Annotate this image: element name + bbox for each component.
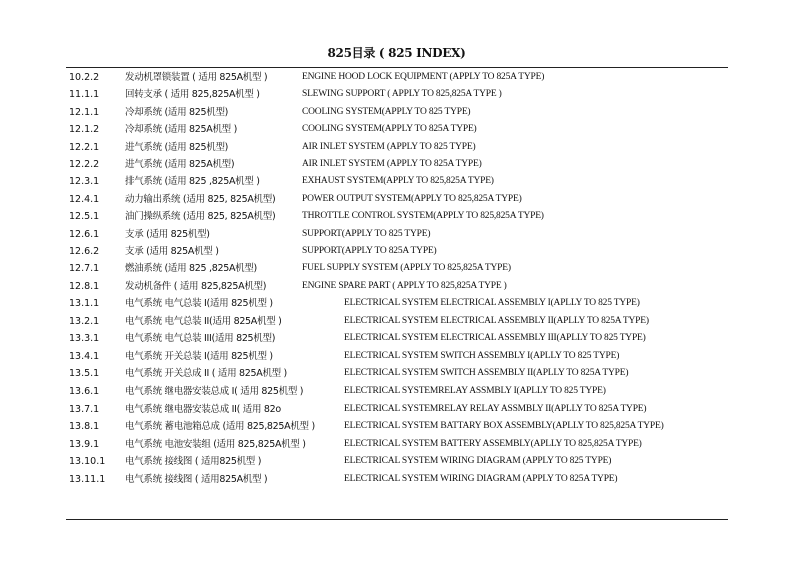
section-number: 13.4.1 (69, 350, 100, 362)
section-number: 12.5.1 (69, 211, 100, 223)
index-row (0, 139, 793, 156)
english-title: ELECTRICAL SYSTEM ELECTRICAL ASSEMBLY I(APLLY TO 825 TYPE) (344, 298, 640, 309)
index-row (0, 365, 793, 383)
chinese-title: 进气系统 (适用 825A机型) (125, 158, 235, 170)
section-number: 11.1.1 (69, 89, 100, 101)
chinese-title: 电气系统 开关总成 II ( 适用 825A机型 ) (125, 368, 287, 380)
index-row (0, 418, 793, 436)
index-row (0, 401, 793, 419)
section-number: 13.8.1 (69, 421, 100, 433)
section-number: 13.9.1 (69, 438, 100, 450)
chinese-title: 电气系统 蓄电池箱总成 (适用 825,825A机型 ) (125, 421, 315, 433)
section-number: 12.8.1 (69, 280, 100, 292)
english-title: ELECTRICAL SYSTEMRELAY ASSMBLY I(APLLY TO 825 TYPE) (344, 386, 606, 397)
chinese-title: 支承 (适用 825A机型 ) (125, 245, 219, 257)
english-title: SUPPORT(APPLY TO 825 TYPE) (302, 228, 431, 239)
index-row (0, 173, 793, 190)
chinese-title: 冷却系统 (适用 825A机型 ) (125, 124, 238, 136)
index-row (0, 383, 793, 401)
chinese-title: 回转支承 ( 适用 825,825A机型 ) (125, 89, 260, 101)
chinese-title: 动力输出系统 (适用 825, 825A机型) (125, 193, 276, 205)
section-number: 12.1.2 (69, 124, 100, 136)
chinese-title: 电气系统 继电器安装总成 I( 适用 825机型 ) (125, 386, 304, 398)
chinese-title: 支承 (适用 825机型) (125, 228, 210, 240)
section-number: 12.6.1 (69, 228, 100, 240)
english-title: ELECTRICAL SYSTEM WIRING DIAGRAM (APPLY TO 825A TYPE) (344, 474, 618, 485)
index-row (0, 471, 793, 489)
section-number: 13.1.1 (69, 298, 100, 310)
index-row (0, 104, 793, 121)
section-number: 13.5.1 (69, 368, 100, 380)
english-title: SUPPORT(APPLY TO 825A TYPE) (302, 245, 437, 256)
index-row (0, 330, 793, 348)
bottom-rule (66, 519, 728, 520)
chinese-title: 电气系统 电气总装 I(适用 825机型 ) (125, 298, 273, 310)
section-number: 10.2.2 (69, 72, 100, 83)
english-title: POWER OUTPUT SYSTEM(APPLY TO 825,825A TYPE) (302, 193, 522, 204)
index-row (0, 69, 793, 86)
english-title: ENGINE SPARE PART ( APPLY TO 825,825A TYPE ) (302, 280, 507, 291)
chinese-title: 排气系统 (适用 825 ,825A机型 ) (125, 176, 260, 188)
section-number: 13.3.1 (69, 333, 100, 345)
chinese-title: 电气系统 电气总装 III(适用 825机型) (125, 333, 276, 345)
index-row (0, 348, 793, 366)
index-row (0, 121, 793, 138)
section-number: 12.3.1 (69, 176, 100, 188)
section-number: 12.7.1 (69, 263, 100, 275)
chinese-title: 电气系统 继电器安装总成 II( 适用 82o (125, 403, 281, 415)
english-title: ELECTRICAL SYSTEM BATTERY ASSEMBLY(APLLY TO 825,825A TYPE) (344, 438, 642, 449)
index-row (0, 436, 793, 454)
index-row (0, 278, 793, 295)
chinese-title: 油门操纵系统 (适用 825, 825A机型) (125, 211, 276, 223)
index-row (0, 260, 793, 277)
english-title: SLEWING SUPPORT ( APPLY TO 825,825A TYPE ) (302, 89, 502, 100)
english-title: ENGINE HOOD LOCK EQUIPMENT (APPLY TO 825A TYPE) (302, 72, 545, 82)
english-title: ELECTRICAL SYSTEM SWITCH ASSEMBLY II(APLLY TO 825A TYPE) (344, 368, 629, 379)
chinese-title: 电气系统 开关总装 I(适用 825机型 ) (125, 350, 273, 362)
english-title: EXHAUST SYSTEM(APPLY TO 825,825A TYPE) (302, 176, 494, 187)
index-row (0, 156, 793, 173)
chinese-title: 燃油系统 (适用 825 ,825A机型) (125, 263, 257, 275)
english-title: ELECTRICAL SYSTEM ELECTRICAL ASSEMBLY III(APLLY TO 825 TYPE) (344, 333, 646, 344)
section-number: 12.6.2 (69, 245, 100, 257)
english-title: COOLING SYSTEM(APPLY TO 825 TYPE) (302, 106, 471, 117)
section-number: 12.4.1 (69, 193, 100, 205)
section-number: 13.7.1 (69, 403, 100, 415)
english-title: FUEL SUPPLY SYSTEM (APPLY TO 825,825A TYPE) (302, 263, 511, 274)
english-title: ELECTRICAL SYSTEM BATTARY BOX ASSEMBLY(APLLY TO 825,825A TYPE) (344, 421, 664, 432)
english-title: ELECTRICAL SYSTEM WIRING DIAGRAM (APPLY TO 825 TYPE) (344, 456, 612, 467)
index-list (0, 69, 793, 489)
section-number: 13.11.1 (69, 474, 106, 486)
section-number: 12.2.1 (69, 141, 100, 153)
index-row (0, 453, 793, 471)
english-title: AIR INLET SYSTEM (APPLY TO 825A TYPE) (302, 158, 482, 169)
section-number: 13.10.1 (69, 456, 106, 468)
chinese-title: 发动机备件 ( 适用 825,825A机型) (125, 280, 267, 292)
chinese-title: 电气系统 电池安装组 (适用 825,825A机型 ) (125, 438, 306, 450)
chinese-title: 进气系统 (适用 825机型) (125, 141, 229, 153)
english-title: THROTTLE CONTROL SYSTEM(APPLY TO 825,825A TYPE) (302, 211, 544, 222)
english-title: ELECTRICAL SYSTEM ELECTRICAL ASSEMBLY II(APLLY TO 825A TYPE) (344, 315, 649, 326)
index-row (0, 208, 793, 225)
index-row (0, 295, 793, 313)
index-row (0, 86, 793, 103)
index-row (0, 226, 793, 243)
chinese-title: 电气系统 接线图 ( 适用825机型 ) (125, 456, 262, 468)
index-row (0, 191, 793, 208)
top-rule (66, 67, 728, 68)
english-title: COOLING SYSTEM(APPLY TO 825A TYPE) (302, 124, 477, 135)
chinese-title: 冷却系统 (适用 825机型) (125, 106, 229, 118)
index-row (0, 313, 793, 331)
section-number: 12.1.1 (69, 106, 100, 118)
chinese-title: 发动机罩锁装置 ( 适用 825A机型 ) (125, 72, 268, 83)
page-title: 825目录 ( 825 INDEX) (327, 46, 466, 60)
section-number: 13.2.1 (69, 315, 100, 327)
english-title: ELECTRICAL SYSTEM SWITCH ASSEMBLY I(APLLY TO 825 TYPE) (344, 350, 620, 361)
chinese-title: 电气系统 电气总装 II(适用 825A机型 ) (125, 315, 282, 327)
english-title: ELECTRICAL SYSTEMRELAY RELAY ASSMBLY II(APLLY TO 825A TYPE) (344, 403, 647, 414)
section-number: 13.6.1 (69, 386, 100, 398)
index-row (0, 243, 793, 260)
english-title: AIR INLET SYSTEM (APPLY TO 825 TYPE) (302, 141, 476, 152)
chinese-title: 电气系统 接线图 ( 适用825A机型 ) (125, 474, 268, 486)
section-number: 12.2.2 (69, 158, 100, 170)
